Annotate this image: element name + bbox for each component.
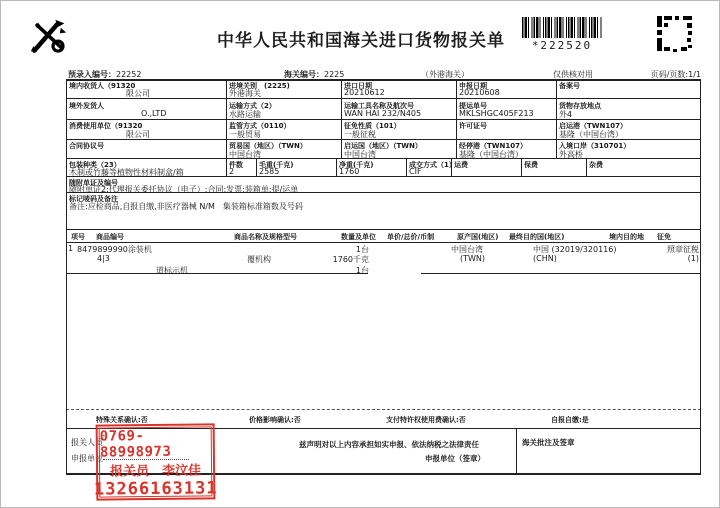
levy-nature-value: 一般征税 [344,130,376,139]
trade-country-value: 中国台湾 [229,150,261,159]
stamp-mobile: 13266163131 [93,478,218,500]
stamp-phone: 0769-88998973 [99,428,172,461]
transit-port-value: 基隆（中国台湾） [459,150,523,159]
consumer-unit-label: 消费使用单位（91320 [69,122,143,130]
record-no-label: 备案号 [559,82,580,90]
trade-country-label: 贸易国（地区）（TWN） [229,142,307,150]
packing-type-label: 包装种类（23） [69,161,121,169]
goods-item-code: 8479899990涂装机 [77,245,152,254]
pre-entry-value: 22252 [116,70,142,79]
goods-item-qty1: 1台 [355,245,369,254]
declarant-label: 报关人员 [71,438,103,447]
supervision-mode-value: 一般贸易 [229,130,261,139]
entry-customs-value: 外港海关 [229,89,261,98]
hline [66,79,701,81]
pre-entry-label: 预录入编号： [68,70,116,79]
customs-number-value: 2225 [324,70,345,79]
misc-fee-label: 杂费 [589,161,603,169]
insurance-label: 保费 [524,161,538,169]
goods-item-no: 1 [68,244,74,253]
goods-item-origin: 中国台湾 [451,245,483,254]
declare-date-label: 申报日期 [459,82,487,90]
customs-number-label: 海关编号： [284,70,324,79]
dashed-separator [66,409,701,410]
departure-country-value: 中国台湾 [344,150,376,159]
storage-place-value: 外4 [559,110,573,119]
goods-header-item-no: 项号 [71,233,85,241]
page-indicator: 页码/页数:1/1 [650,70,701,79]
sign-here-label: 申报单位（签章） [425,454,485,463]
entry-customs-label: 进境关别 (2225) [229,82,290,90]
storage-place-label: 货物存放地点 [559,102,601,110]
check-note: 仅供核对用 [553,70,593,79]
overseas-shipper-label: 境外发货人 [69,102,104,110]
levy-nature-label: 征免性质（101） [344,122,401,130]
declare-unit-label: 申报单位 [71,454,103,463]
transit-port-label: 经停港（TWN107） [459,142,527,150]
marks-value: 备注:应检商品,自报自缴,非医疗器械 N/M 集装箱标准箱数及号码 [69,202,303,211]
customs-broker-stamp [93,423,218,500]
goods-header-destination: 最终目的国(地区) [509,233,565,241]
qr-code-icon [657,9,693,53]
departure-country-label: 启运国（地区）（TWN） [344,142,422,150]
vline [256,158,257,176]
goods-item-name2: 覆机构 [247,255,271,264]
departure-port-label: 启运港（TWN107） [559,122,627,130]
transport-name-value: WAN HAI 232/N405 [344,109,422,118]
consignee-label: 境内收货人（91320 [69,82,136,90]
goods-header-code: 商品编号 [96,233,124,241]
import-date-label: 进口日期 [344,82,372,90]
goods-item-origin-code: (TWN) [460,254,486,263]
transaction-mode-value: CIF [409,167,422,176]
hline [421,273,701,274]
stamp-inner-border [93,426,218,500]
goods-header-domestic-dest: 境内目的地 [609,233,644,241]
consignee-value: 限公司 [126,89,150,98]
vline [226,79,227,176]
goods-item-destination-code: (CHN) [533,254,557,263]
bill-no-label: 提运单号 [459,102,487,110]
marks-label: 标记唛码及备注 [69,195,118,203]
hline [66,229,701,230]
goods-header-levy: 征免 [657,233,671,241]
consumer-unit-value: 限公司 [126,130,150,139]
packing-type-value: 木制或竹藤等植物性材料制盒/箱 [69,168,184,177]
hline [66,119,701,120]
declare-date-value: 20210608 [459,88,500,97]
gross-weight-label: 毛重(千克) [259,161,294,169]
entry-port-label: 入境口岸（310701） [559,142,631,150]
stamp-broker-name: 报关员 李汶佳 [110,463,202,480]
documents-label: 随附单证及编号 [69,179,118,187]
entry-port-value: 外高桥 [559,150,583,159]
departure-port-value: 基隆（中国台湾） [559,130,623,139]
goods-item-qty3: 1台 [355,266,369,275]
vline [521,158,522,176]
net-weight-value: 1760 [339,167,360,176]
customs-note-label: 海关批注及签章 [522,438,575,447]
royalty-confirm: 支付特许权使用费确认:否 [386,416,466,424]
contract-no-label: 合同协议号 [69,142,104,150]
bill-no-value: MKLSHGC405F213 [459,109,534,118]
goods-item-levy-code: (1) [687,254,699,263]
declaration-statement: 兹声明对以上内容承担如实申报、依法纳税之法律责任 [299,440,479,449]
hline [66,98,701,99]
transaction-mode-label: 成交方式（1） [409,161,456,169]
overseas-shipper-value: O.,LTD [141,109,167,118]
hline [66,242,701,243]
goods-item-levy: 照章征税 [667,245,699,254]
vline [406,158,407,176]
vline [456,79,457,158]
goods-item-name3: 道标示机 [156,266,188,275]
freight-label: 运费 [454,161,468,169]
vline [556,79,557,158]
pieces-label: 件数 [229,161,243,169]
goods-item-qty2: 1760千克 [332,255,369,264]
vline [336,158,337,176]
license-no-label: 许可证号 [459,122,487,130]
goods-header-price: 单价/总价/币制 [387,233,435,241]
transport-mode-label: 运输方式（2） [229,102,276,110]
transport-mode-value: 水路运输 [229,110,261,119]
vline [700,79,701,475]
net-weight-label: 净重(千克) [339,161,374,169]
self-declared-confirm: 自报自缴:是 [551,416,589,424]
special-relation-confirm: 特殊关系确认:否 [96,416,148,424]
vline [516,428,517,474]
goods-header-origin: 原产国(地区) [457,233,499,241]
goods-item-destination: 中国 (32019/320116) [533,245,617,254]
gross-weight-value: 2585 [259,167,280,176]
documents-value: 随附单证2:代理报关委托协议（电子）;合同;发票;装箱单;提/运单 [69,185,299,194]
barcode [522,17,602,38]
supervision-mode-label: 监管方式（0110） [229,122,291,130]
vline [586,158,587,176]
price-influence-confirm: 价格影响确认:否 [249,416,301,424]
port-note: （外港海关） [421,70,469,79]
goods-item-code2: 4|3 [97,254,110,263]
vline [66,79,67,475]
import-date-value: 20210612 [344,88,385,97]
form-title: 中华人民共和国海关进口货物报关单 [217,31,505,51]
customs-emblem-icon [28,16,68,58]
transport-name-label: 运输工具名称及航次号 [344,102,414,110]
hline [66,158,701,159]
vline [341,79,342,158]
goods-header-name: 商品名称及规格型号 [234,233,297,241]
barcode-text: *222520 [531,39,593,52]
goods-header-qty: 数量及单位 [341,233,376,241]
pieces-value: 2 [229,167,235,176]
